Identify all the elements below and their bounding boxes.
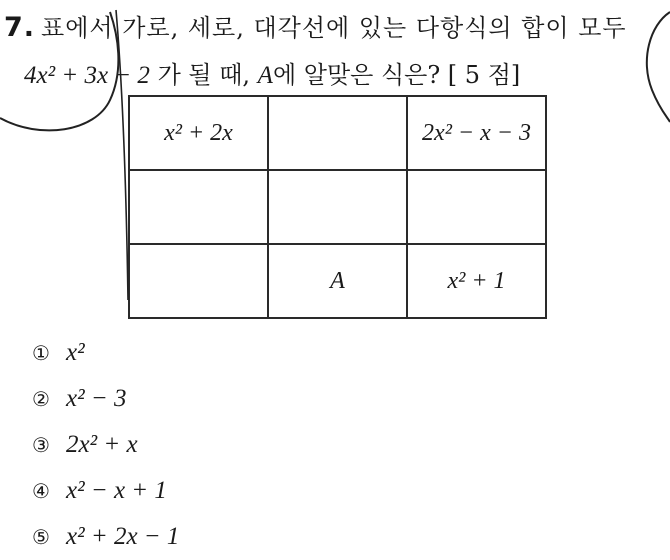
- choice-4-mark: ④: [32, 479, 50, 503]
- question-number: 7.: [4, 12, 36, 43]
- choice-3-expr: 2x² + x: [66, 431, 138, 458]
- grid-row-3: [129, 244, 546, 318]
- question-text-line2: 가 될 때,: [157, 61, 251, 89]
- grid-cell-r2c1: [129, 170, 268, 244]
- grid-cell-r1c1: x² + 2x: [129, 96, 268, 170]
- grid-cell-r2c3: [407, 170, 546, 244]
- choice-1-expr: x²: [66, 339, 85, 366]
- choice-5-mark: ⑤: [32, 525, 50, 549]
- grid-row-2: [129, 170, 546, 244]
- question-line-1: [4, 8, 627, 43]
- choice-5-expr: x² + 2x − 1: [66, 523, 180, 550]
- grid-cell-r1c3: 2x² − x − 3: [407, 96, 546, 170]
- unknown-variable: A: [257, 62, 273, 89]
- grid-cell-r3c1: [129, 244, 268, 318]
- choice-3[interactable]: [32, 422, 179, 468]
- choice-1-mark: ①: [32, 341, 50, 365]
- choice-5[interactable]: [32, 514, 179, 560]
- question-line-2: [24, 55, 520, 90]
- answer-choices: [32, 330, 179, 560]
- grid-cell-r1c2: [268, 96, 407, 170]
- grid-cell-r3c2: A: [268, 244, 407, 318]
- choice-2-mark: ②: [32, 387, 50, 411]
- grid-cell-r2c2: [268, 170, 407, 244]
- question-text-line2-end: 에 알맞은 식은? [ 5 점]: [272, 61, 521, 89]
- choice-2-expr: x² − 3: [66, 385, 127, 412]
- polynomial-grid: [128, 95, 547, 319]
- grid-row-1: [129, 96, 546, 170]
- question-text-line1: 표에서 가로, 세로, 대각선에 있는 다항식의 합이 모두: [41, 14, 627, 42]
- pen-stroke-vertical: [116, 10, 128, 300]
- target-polynomial: 4x² + 3x − 2: [24, 62, 150, 89]
- pen-arc-right: [647, 12, 670, 122]
- choice-2[interactable]: [32, 376, 179, 422]
- grid-cell-r3c3: x² + 1: [407, 244, 546, 318]
- choice-4[interactable]: [32, 468, 179, 514]
- choice-3-mark: ③: [32, 433, 50, 457]
- choice-1[interactable]: [32, 330, 179, 376]
- choice-4-expr: x² − x + 1: [66, 477, 167, 504]
